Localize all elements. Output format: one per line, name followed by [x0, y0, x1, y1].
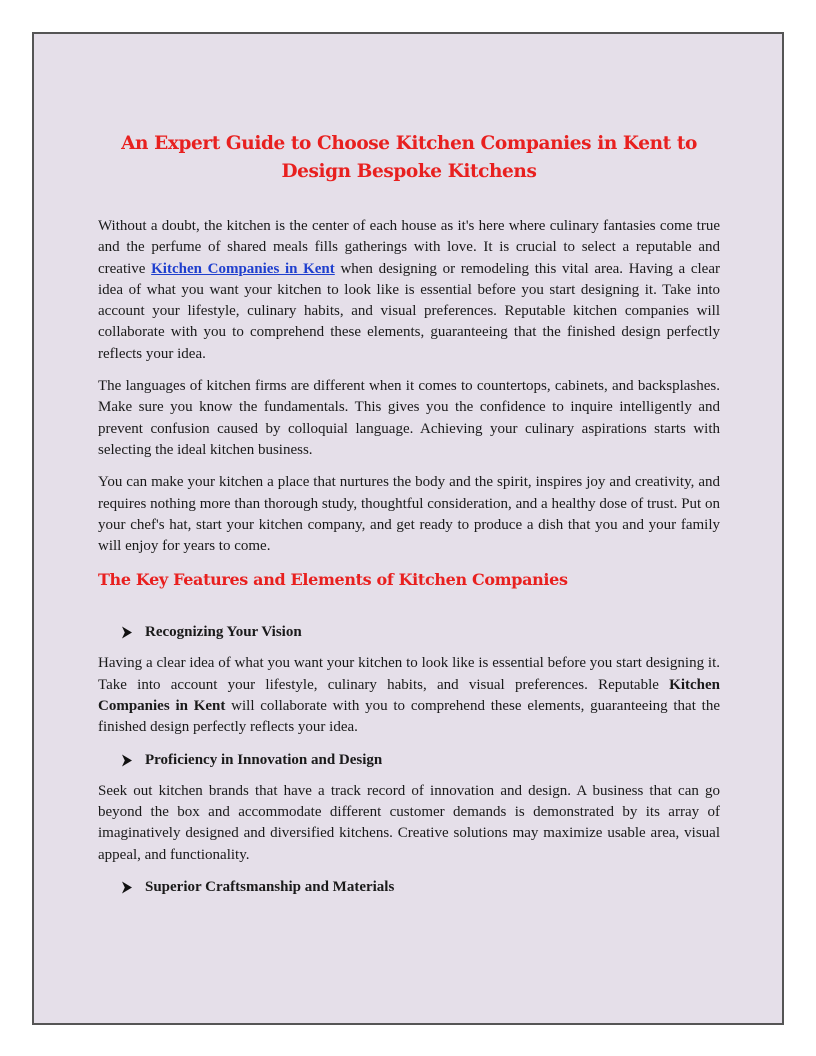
intro-paragraph-1: [98, 216, 720, 365]
feature-1-text-before: Having a clear idea of what you want your kitchen to look like is essential before you start designing it. Take into account your lifestyle, culinary habits, and visual preferences. Reputable: [98, 655, 720, 693]
feature-1-bold-keyword: Kitchen Companies in Kent: [98, 676, 720, 715]
feature-3-title: Superior Craftsmanship and Materials: [145, 878, 395, 895]
section-heading: The Key Features and Elements of Kitchen Companies: [98, 570, 568, 590]
feature-1-heading: [121, 622, 720, 643]
arrow-bullet-icon: [121, 626, 145, 639]
feature-1-paragraph: [98, 653, 720, 738]
document-title: An Expert Guide to Choose Kitchen Companies in Kent to Design Bespoke Kitchens: [121, 133, 697, 182]
feature-1-text-after: will collaborate with you to comprehend these elements, guaranteeing that the finished design perfectly reflects your idea.: [98, 698, 720, 736]
arrow-bullet-icon: [121, 881, 145, 894]
document-content: [98, 130, 720, 908]
intro-paragraph-3: You can make your kitchen a place that nurtures the body and the spirit, inspires joy and creativity, and requires nothing more than thorough study, thoughtful consideration, and a healthy dose of trust. Put on your chef's hat, start your kitchen company, and get ready to produce a dish that you and your family will enjoy for years to come.: [98, 474, 720, 555]
feature-2-paragraph: Seek out kitchen brands that have a track record of innovation and design. A business that can go beyond the box and accommodate different customer demands is demonstrated by its array of imaginatively designed and diversified kitchens. Creative solutions may maximize usable area, visual appeal, and functionality.: [98, 782, 720, 863]
kitchen-companies-link[interactable]: Kitchen Companies in Kent: [151, 260, 335, 277]
arrow-bullet-icon: [121, 754, 145, 767]
feature-3-heading: [121, 877, 720, 898]
intro-paragraph-2: The languages of kitchen firms are different when it comes to countertops, cabinets, and backsplashes. Make sure you know the fundamentals. This gives you the confidence to inquire intelligently and prevent confusion caused by colloquial language. Achieving your culinary aspirations starts with selecting the ideal kitchen business.: [98, 378, 720, 458]
intro-p1-text-after: when designing or remodeling this vital area. Having a clear idea of what you want your kitchen to look like is essential before you start designing it. Take into account your lifestyle, culinary habits, and visual preferences. Reputable kitchen companies will collaborate with you to comprehend these elements, guaranteeing that the finished design perfectly reflects your idea.: [98, 260, 720, 362]
feature-2-heading: [121, 750, 720, 771]
feature-1-title: Recognizing Your Vision: [145, 624, 302, 641]
feature-2-title: Proficiency in Innovation and Design: [145, 751, 383, 768]
intro-p1-text-before: Without a doubt, the kitchen is the center of each house as it's here where culinary fantasies come true and the perfume of shared meals fills gatherings with love. It is crucial to select a reputable and creative: [98, 218, 720, 277]
document-page: [32, 32, 784, 1025]
